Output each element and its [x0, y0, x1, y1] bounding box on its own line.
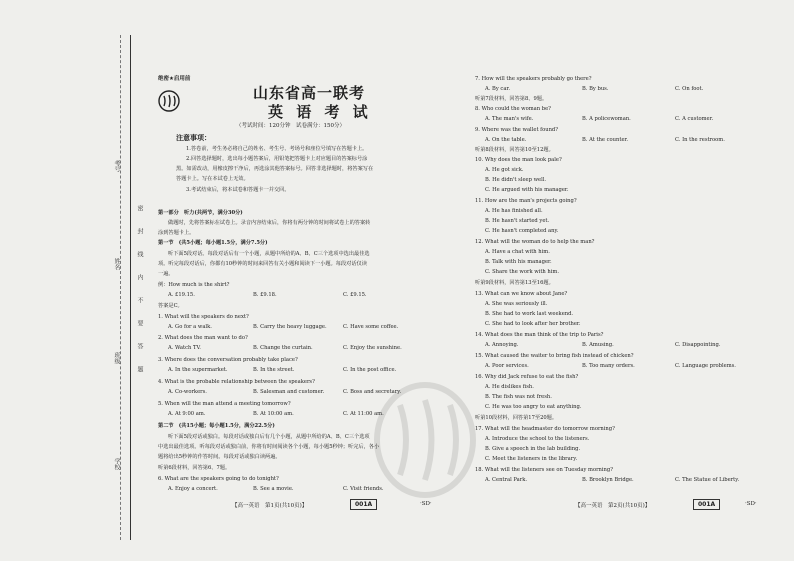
binding-label-school: 学校 [113, 458, 120, 470]
q6-option-b: B. See a movie. [253, 486, 294, 492]
q2-option-b: B. Change the curtain. [253, 345, 313, 351]
notice-line: 2.回答选择题时，选出每小题答案后，用铅笔把答题卡上对应题目的答案标号涂 [186, 156, 368, 162]
q7-option-c: C. On foot. [675, 86, 704, 92]
question-16: 16. Why did Jack refuse to eat the fish? [475, 374, 579, 380]
q15-option-a: A. Poor services. [485, 363, 529, 369]
q5-option-a: A. At 9:00 am. [168, 411, 206, 417]
q6-option-c: C. Visit friends. [343, 486, 384, 492]
q8-option-c: C. A customer. [675, 116, 714, 122]
group-7-label: 听第7段材料，回答第8、9题。 [475, 96, 548, 102]
q11-option-a: A. He has finished all. [485, 208, 543, 214]
example-question: 例：How much is the shirt? [158, 282, 230, 288]
example-option-a: A. £19.15. [168, 292, 195, 298]
section1-title: 第一节 (共5小题；每小题1.5分，满分7.5分) [158, 240, 268, 246]
question-17: 17. What will the headmaster do tomorrow morning? [475, 426, 615, 432]
section1-intro: 项。听完每段对话后，你都有10秒钟的时间来回答有关小题和阅读下一小题。每段对话仅读 [158, 261, 367, 267]
seal-char: 内 [136, 274, 143, 280]
question-9: 9. Where was the wallet found? [475, 127, 559, 133]
q6-option-a: A. Enjoy a concert. [168, 486, 218, 492]
section2-intro: 题将给出5秒钟的作答时间。每段对话或独白读两遍。 [158, 454, 281, 460]
q8-option-a: A. The man's wife. [485, 116, 534, 122]
seal-char: 密 [136, 205, 143, 211]
question-7: 7. How will the speakers probably go there? [475, 76, 592, 82]
section2-title: 第二节 (共15小题；每小题1.5分，满分22.5分) [158, 423, 275, 429]
q13-option-a: A. She was seriously ill. [485, 301, 548, 307]
q5-option-c: C. At 11:00 am. [343, 411, 384, 417]
group-9-label: 听第9段材料，回答第13至16题。 [475, 280, 554, 286]
notice-line: 1.答卷前，考生务必将自己的姓名、考生号、考场号和座位号填写在答题卡上。 [186, 146, 368, 152]
question-12: 12. What will the woman do to help the man? [475, 239, 595, 245]
seal-char: 题 [136, 366, 143, 372]
q10-option-b: B. He didn't sleep well. [485, 177, 547, 183]
q9-option-c: C. In the restroom. [675, 137, 725, 143]
section2-intro: 听下面5段对话或独白。每段对话或独白后有几个小题，从题中所给的A、B、C三个选项 [168, 434, 370, 440]
q11-option-b: B. He hasn't started yet. [485, 218, 550, 224]
q11-option-c: C. He hasn't completed any. [485, 228, 559, 234]
question-5: 5. When will the man attend a meeting tomorrow? [158, 401, 291, 407]
section1-intro: 一遍。 [158, 271, 174, 277]
exam-title: 山东省高一联考 [253, 84, 366, 102]
footer-left-mark: ·SD· [420, 501, 432, 507]
footer-right-code: 001A [693, 499, 720, 510]
question-15: 15. What caused the waiter to bring fish instead of chicken? [475, 353, 634, 359]
q12-option-c: C. Share the work with him. [485, 269, 559, 275]
q15-option-b: B. Too many orders. [582, 363, 635, 369]
q4-option-b: B. Salesman and customer. [253, 389, 325, 395]
q18-option-c: C. The Statue of Liberty. [675, 477, 740, 483]
seal-char: 要 [136, 320, 143, 326]
q5-option-b: B. At 10:00 am. [253, 411, 294, 417]
q4-option-c: C. Boss and secretary. [343, 389, 402, 395]
q18-option-a: A. Central Park. [485, 477, 528, 483]
question-6: 6. What are the speakers going to do tonight? [158, 476, 279, 482]
seal-char: 封 [136, 228, 143, 234]
q15-option-c: C. Language problems. [675, 363, 736, 369]
q13-option-b: B. She had to work last weekend. [485, 311, 574, 317]
q14-option-a: A. Annoying. [485, 342, 519, 348]
q12-option-b: B. Talk with his manager. [485, 259, 552, 265]
question-4: 4. What is the probable relationship between the speakers? [158, 379, 315, 385]
question-13: 13. What can we know about Jane? [475, 291, 568, 297]
group-8-label: 听第8段材料，回答第10至12题。 [475, 147, 554, 153]
question-14: 14. What does the man think of the trip to Paris? [475, 332, 604, 338]
example-option-c: C. £9.15. [343, 292, 367, 298]
q17-option-b: B. Give a speech in the lab building. [485, 446, 581, 452]
q9-option-a: A. On the table. [485, 137, 527, 143]
footer-left-code: 001A [350, 499, 377, 510]
notice-heading: 注意事项： [176, 134, 211, 142]
q18-option-b: B. Brooklyn Bridge. [582, 477, 634, 483]
seal-char: 答 [136, 343, 143, 349]
q3-option-b: B. In the street. [253, 367, 295, 373]
notice-line: 答题卡上。写在本试卷上无效。 [176, 176, 249, 182]
q2-option-c: C. Enjoy the sunshine. [343, 345, 402, 351]
q10-option-c: C. He argued with his manager. [485, 187, 569, 193]
example-answer: 答案是C。 [158, 303, 183, 309]
binding-label-class: 班级 [113, 352, 120, 364]
question-8: 8. Who could the woman be? [475, 106, 551, 112]
group-10-label: 听第10段材料，回答第17至20题。 [475, 415, 558, 421]
q17-option-a: A. Introduce the school to the listeners. [485, 436, 590, 442]
q4-option-a: A. Co-workers. [168, 389, 207, 395]
seal-char: 不 [136, 297, 143, 303]
q7-option-a: A. By car. [485, 86, 510, 92]
q13-option-c: C. She had to look after her brother. [485, 321, 581, 327]
section1-intro: 听下面5段对话。每段对话后有一个小题，从题中所给的A、B、C三个选项中选出最佳选 [168, 251, 370, 257]
question-18: 18. What will the listeners see on Tuesday morning? [475, 467, 614, 473]
exam-subject: 英 语 考 试 [268, 103, 372, 121]
part1-title: 第一部分 听力(共两节，满分30分) [158, 210, 243, 216]
question-3: 3. Where does the conversation probably take place? [158, 357, 298, 363]
question-2: 2. What does the man want to do? [158, 335, 248, 341]
question-10: 10. Why does the man look pale? [475, 157, 562, 163]
q9-option-b: B. At the counter. [582, 137, 629, 143]
q10-option-a: A. He got sick. [485, 167, 524, 173]
q16-option-b: B. The fish was not fresh. [485, 394, 552, 400]
footer-right-page: 【高一英语 第2页(共10页)】 [575, 503, 651, 509]
footer-left-page: 【高一英语 第1页(共10页)】 [232, 503, 308, 509]
binding-label-name: 姓名 [113, 258, 120, 270]
q3-option-c: C. In the post office. [343, 367, 397, 373]
part1-intro: 涂到答题卡上。 [158, 230, 195, 236]
secret-label: 绝密★启用前 [158, 76, 191, 82]
notice-line: 3.考试结束后，将本试卷和答题卡一并交回。 [186, 187, 290, 193]
q1-option-a: A. Go for a walk. [168, 324, 212, 330]
q14-option-c: C. Disappointing. [675, 342, 721, 348]
q1-option-c: C. Have some coffee. [343, 324, 399, 330]
q7-option-b: B. By bus. [582, 86, 609, 92]
exam-subtitle: （考试时间：120分钟 试卷满分：150分） [236, 123, 345, 129]
q16-option-a: A. He dislikes fish. [485, 384, 534, 390]
q16-option-c: C. He was too angry to eat anything. [485, 404, 582, 410]
q8-option-b: B. A policewoman. [582, 116, 631, 122]
part1-intro: 做题时，先将答案标在试卷上。录音内容结束后，你将有两分钟的时间将试卷上的答案转 [168, 220, 371, 226]
binding-line [130, 35, 131, 540]
q12-option-a: A. Have a chat with him. [485, 249, 550, 255]
seal-char: 线 [136, 251, 143, 257]
notice-line: 黑。如需改动，用橡皮擦干净后，再选涂其他答案标号。回答非选择题时，将答案写在 [176, 166, 374, 172]
footer-right-mark: ·SD· [745, 501, 757, 507]
binding-label-exam-number: 考号 [113, 160, 120, 172]
question-11: 11. How are the man's projects going? [475, 198, 577, 204]
q14-option-b: B. Amusing. [582, 342, 614, 348]
q3-option-a: A. In the supermarket. [168, 367, 228, 373]
group-6-label: 听第6段材料，回答第6、7题。 [158, 465, 231, 471]
example-option-b: B. £9.18. [253, 292, 277, 298]
section2-intro: 中选出最佳选项。听每段对话或独白前，你将有时间阅读各个小题，每小题5秒钟；听完后，各小 [158, 444, 380, 450]
q17-option-c: C. Meet the listeners in the library. [485, 456, 578, 462]
q1-option-b: B. Carry the heavy luggage. [253, 324, 327, 330]
exam-logo-icon [158, 90, 180, 112]
q2-option-a: A. Watch TV. [168, 345, 201, 351]
watermark-icon [370, 380, 480, 500]
question-1: 1. What will the speakers do next? [158, 314, 249, 320]
